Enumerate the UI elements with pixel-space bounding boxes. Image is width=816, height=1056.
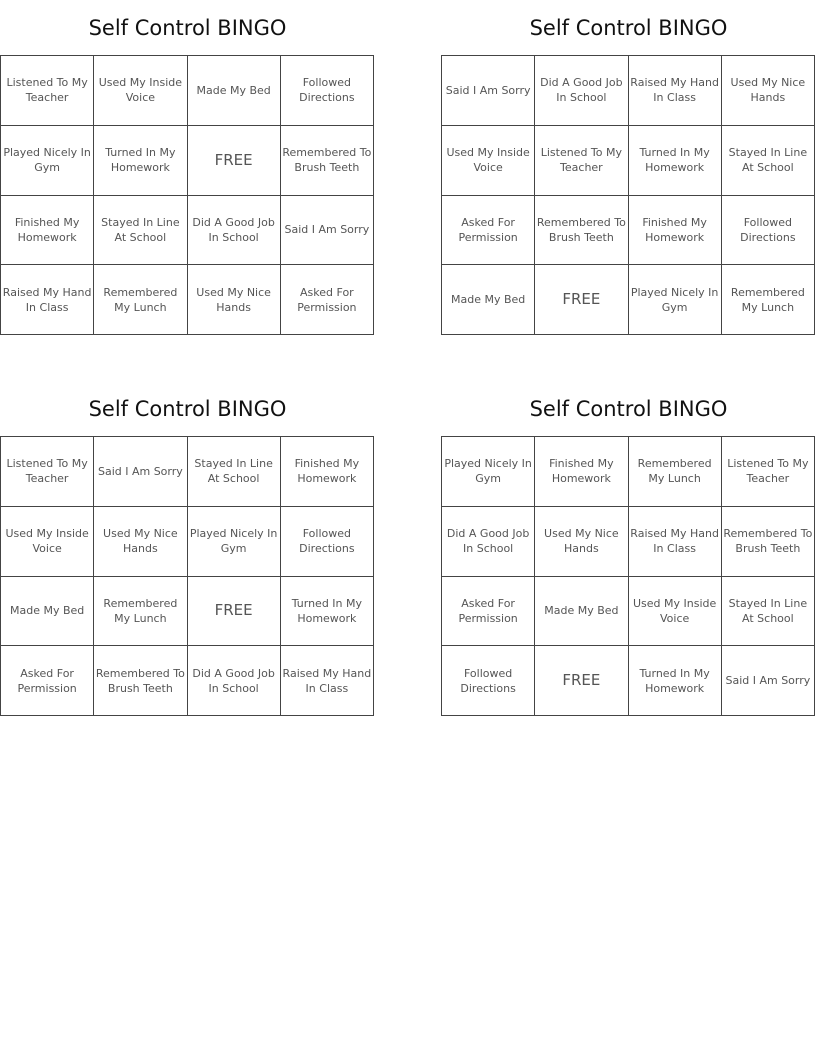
bingo-cell: Stayed In Line At School: [94, 196, 187, 266]
bingo-grid: [0, 55, 374, 335]
bingo-cell: Made My Bed: [188, 56, 281, 126]
bingo-cell: Followed Directions: [442, 646, 535, 716]
bingo-cell: Turned In My Homework: [629, 126, 722, 196]
bingo-cell: Remembered My Lunch: [94, 577, 187, 647]
bingo-cell: Remembered To Brush Teeth: [722, 507, 815, 577]
bingo-cell: Raised My Hand In Class: [281, 646, 374, 716]
bingo-cell: Asked For Permission: [281, 265, 374, 335]
card-title: Self Control BINGO: [529, 396, 728, 421]
bingo-cell: Raised My Hand In Class: [629, 56, 722, 126]
bingo-free-cell: FREE: [188, 126, 281, 196]
bingo-cell: Stayed In Line At School: [722, 126, 815, 196]
bingo-cell: Used My Inside Voice: [94, 56, 187, 126]
bingo-cell: Asked For Permission: [442, 577, 535, 647]
bingo-cell: Did A Good Job In School: [188, 646, 281, 716]
card-title: Self Control BINGO: [88, 15, 287, 40]
bingo-cell: Raised My Hand In Class: [629, 507, 722, 577]
bingo-cell: Turned In My Homework: [629, 646, 722, 716]
bingo-cell: Finished My Homework: [535, 437, 628, 507]
bingo-cell: Stayed In Line At School: [188, 437, 281, 507]
bingo-free-cell: FREE: [535, 265, 628, 335]
bingo-cell: Raised My Hand In Class: [1, 265, 94, 335]
bingo-cell: Turned In My Homework: [281, 577, 374, 647]
bingo-cell: Remembered To Brush Teeth: [281, 126, 374, 196]
bingo-cell: Turned In My Homework: [94, 126, 187, 196]
bingo-cell: Finished My Homework: [281, 437, 374, 507]
bingo-cell: Made My Bed: [1, 577, 94, 647]
bingo-cell: Remembered My Lunch: [722, 265, 815, 335]
bingo-cell: Used My Nice Hands: [535, 507, 628, 577]
bingo-cell: Remembered To Brush Teeth: [94, 646, 187, 716]
bingo-cell: Said I Am Sorry: [442, 56, 535, 126]
bingo-cell: Used My Nice Hands: [722, 56, 815, 126]
bingo-cell: Used My Inside Voice: [629, 577, 722, 647]
bingo-grid: [0, 436, 374, 716]
bingo-cell: Listened To My Teacher: [535, 126, 628, 196]
bingo-cell: Made My Bed: [442, 265, 535, 335]
bingo-cell: Followed Directions: [722, 196, 815, 266]
bingo-cell: Played Nicely In Gym: [442, 437, 535, 507]
bingo-cell: Did A Good Job In School: [188, 196, 281, 266]
bingo-free-cell: FREE: [535, 646, 628, 716]
bingo-cell: Said I Am Sorry: [722, 646, 815, 716]
bingo-cell: Asked For Permission: [1, 646, 94, 716]
bingo-cell: Did A Good Job In School: [442, 507, 535, 577]
bingo-cell: Used My Nice Hands: [94, 507, 187, 577]
bingo-cell: Used My Nice Hands: [188, 265, 281, 335]
bingo-cell: Said I Am Sorry: [94, 437, 187, 507]
bingo-cell: Remembered My Lunch: [94, 265, 187, 335]
bingo-cell: Remembered To Brush Teeth: [535, 196, 628, 266]
bingo-cell: Played Nicely In Gym: [188, 507, 281, 577]
bingo-cell: Stayed In Line At School: [722, 577, 815, 647]
bingo-cell: Listened To My Teacher: [722, 437, 815, 507]
bingo-free-cell: FREE: [188, 577, 281, 647]
bingo-cell: Made My Bed: [535, 577, 628, 647]
card-title: Self Control BINGO: [529, 15, 728, 40]
bingo-cell: Asked For Permission: [442, 196, 535, 266]
card-title: Self Control BINGO: [88, 396, 287, 421]
bingo-grid: [441, 436, 815, 716]
bingo-cell: Followed Directions: [281, 507, 374, 577]
bingo-cell: Said I Am Sorry: [281, 196, 374, 266]
bingo-grid: [441, 55, 815, 335]
bingo-cell: Followed Directions: [281, 56, 374, 126]
bingo-cell: Finished My Homework: [629, 196, 722, 266]
bingo-cell: Played Nicely In Gym: [1, 126, 94, 196]
bingo-cell: Listened To My Teacher: [1, 56, 94, 126]
bingo-cell: Finished My Homework: [1, 196, 94, 266]
bingo-cell: Remembered My Lunch: [629, 437, 722, 507]
bingo-cell: Listened To My Teacher: [1, 437, 94, 507]
bingo-cell: Used My Inside Voice: [442, 126, 535, 196]
bingo-cell: Used My Inside Voice: [1, 507, 94, 577]
bingo-cell: Played Nicely In Gym: [629, 265, 722, 335]
bingo-cell: Did A Good Job In School: [535, 56, 628, 126]
